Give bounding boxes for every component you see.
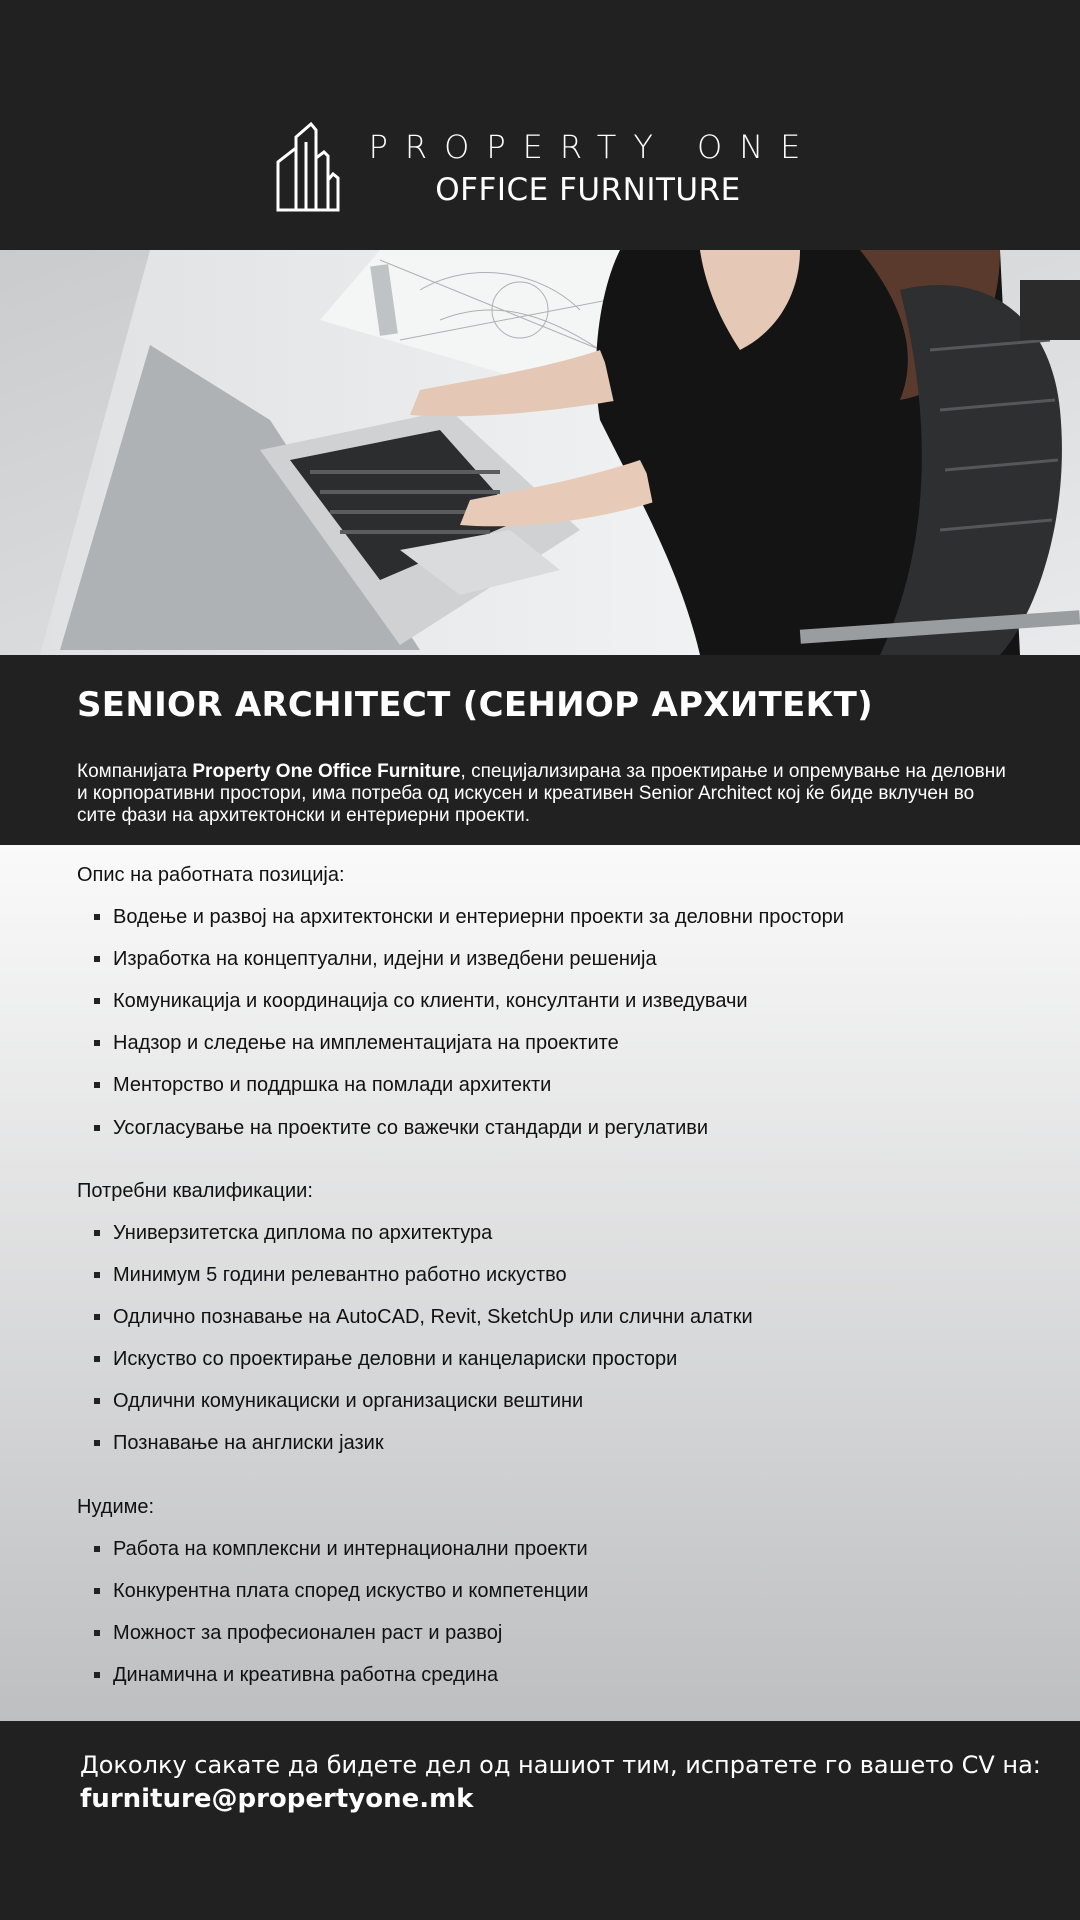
intro-text: , специјализирана за проектирање и опремување на деловни и корпоративни простори, има потреба од искусен и креативен Senior Architect кој ќе биде вклучен во сите фази на архитектонски и ентериерни проекти. — [77, 761, 1006, 826]
job-intro — [77, 761, 1007, 827]
title-band — [0, 655, 1080, 845]
job-details: Опис на работната позиција: Водење и развој на архитектонски и ентериерни проекти за деловни простори Изработка на концептуални, идејни и изведбени решенија Комуникација и координација со клиенти, консултанти и изведувачи Надзор и следење на имплементацијата на проектите Менторство и поддршка на помлади архитекти Усогласување на проектите со важечки стандарди и регулативи Потребни квалификации: Универзитетска диплома по архитектура Минимум 5 години релевантно работно искуство Одлично познавање на AutoCAD, Revit, SketchUp или слични алатки Искуство со проектирање деловни и канцелариски простори Одлични комуникациски и организациски вештини Познавање на англиски јазик Нудиме: Работа на комплексни и интернационални проекти Конкурентна плата според искуство и компетенции Можност за професионален раст и развој Динамична и креативна работна средина — [0, 845, 1080, 1721]
brand-subtitle: OFFICE FURNITURE — [435, 172, 741, 208]
buildings-outline-icon — [276, 122, 366, 212]
section-title-description: Опис на работната позиција: — [77, 864, 345, 886]
section-title-qualifications: Потребни квалификации: — [77, 1180, 313, 1202]
footer — [0, 1721, 1080, 1920]
header — [0, 0, 1080, 250]
intro-company-name: Property One Office Furniture — [192, 761, 461, 782]
intro-prefix: Компанијата — [77, 761, 193, 782]
section-title-offer: Нудиме: — [77, 1496, 155, 1518]
woman-typing-on-laptop-photo — [0, 250, 1080, 655]
contact-email[interactable]: furniture@propertyone.mk — [80, 1784, 474, 1814]
cta-text: Доколку сакате да бидете дел од нашиот тим, испратете го вашето CV на: — [80, 1751, 1041, 1779]
job-title: SENIOR ARCHITECT (СЕНИОР АРХИТЕКТ) — [77, 685, 874, 725]
brand-name: PROPERTY ONE — [368, 128, 818, 166]
